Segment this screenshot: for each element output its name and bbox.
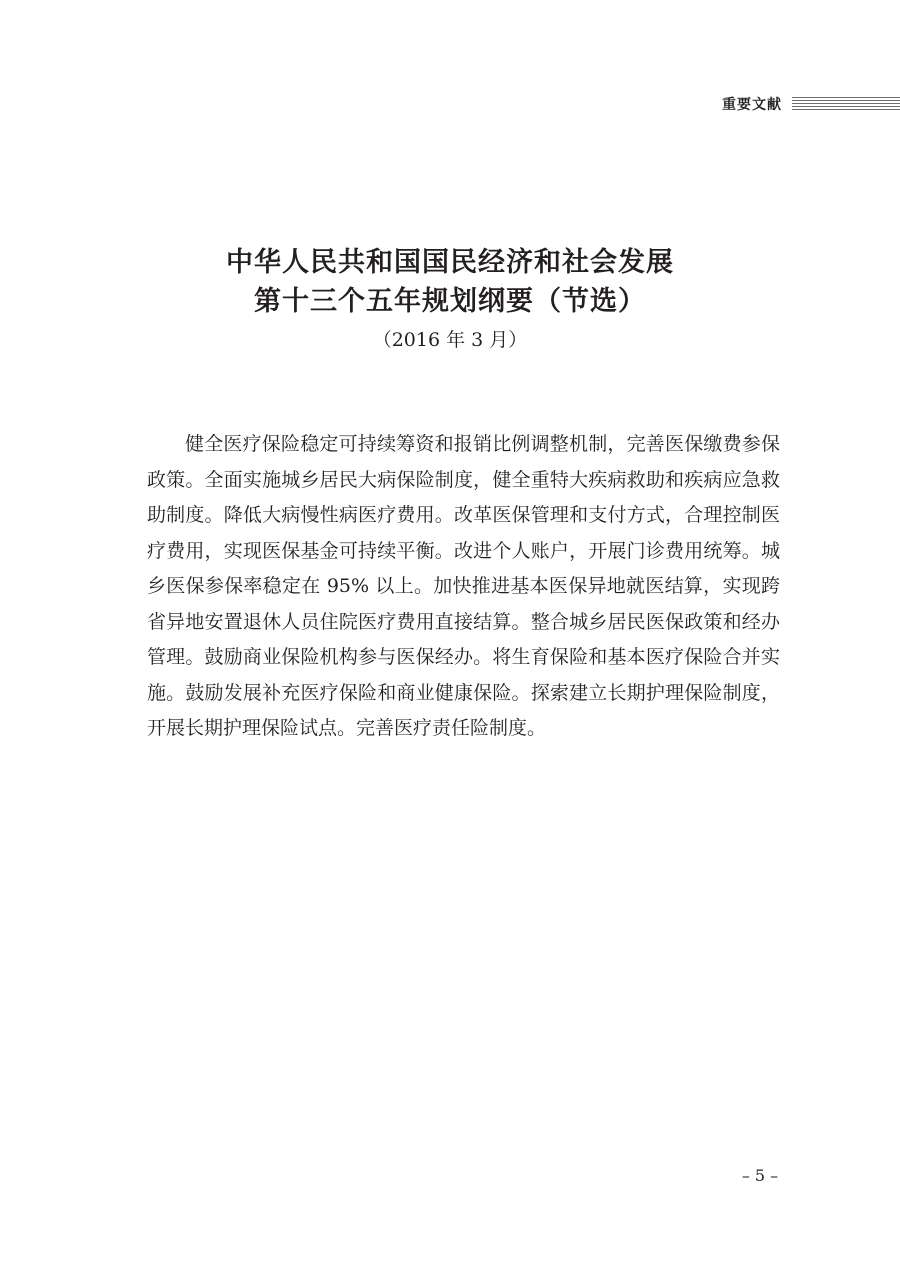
- section-label: 重要文献: [722, 97, 782, 113]
- document-title-line-1: 中华人民共和国国民经济和社会发展: [226, 247, 674, 278]
- document-date: （2016 年 3 月）: [372, 329, 528, 351]
- body-paragraph: 健全医疗保险稳定可持续筹资和报销比例调整机制，完善医保缴费参保政策。全面实施城乡居民大病保险制度，健全重特大疾病救助和疾病应急救助制度。降低大病慢性病医疗费用。改革医保管理和支付方式，合理控制医疗费用，实现医保基金可持续平衡。改进个人账户，开展门诊费用统筹。城乡医保参保率稳定在 95% 以上。加快推进基本医保异地就医结算，实现跨省异地安置退休人员住院医疗费用直接结算。整合城乡居民医保政策和经办管理。鼓励商业保险机构参与医保经办。将生育保险和基本医疗保险合并实施。鼓励发展补充医疗保险和商业健康保险。探索建立长期护理保险制度，开展长期护理保险试点。完善医疗责任险制度。: [147, 433, 780, 739]
- document-title-line-2: 第十三个五年规划纲要（节选）: [254, 286, 646, 317]
- page-number: – 5 –: [741, 1166, 779, 1185]
- header-decorative-rules: [792, 97, 900, 112]
- running-header: [722, 93, 900, 115]
